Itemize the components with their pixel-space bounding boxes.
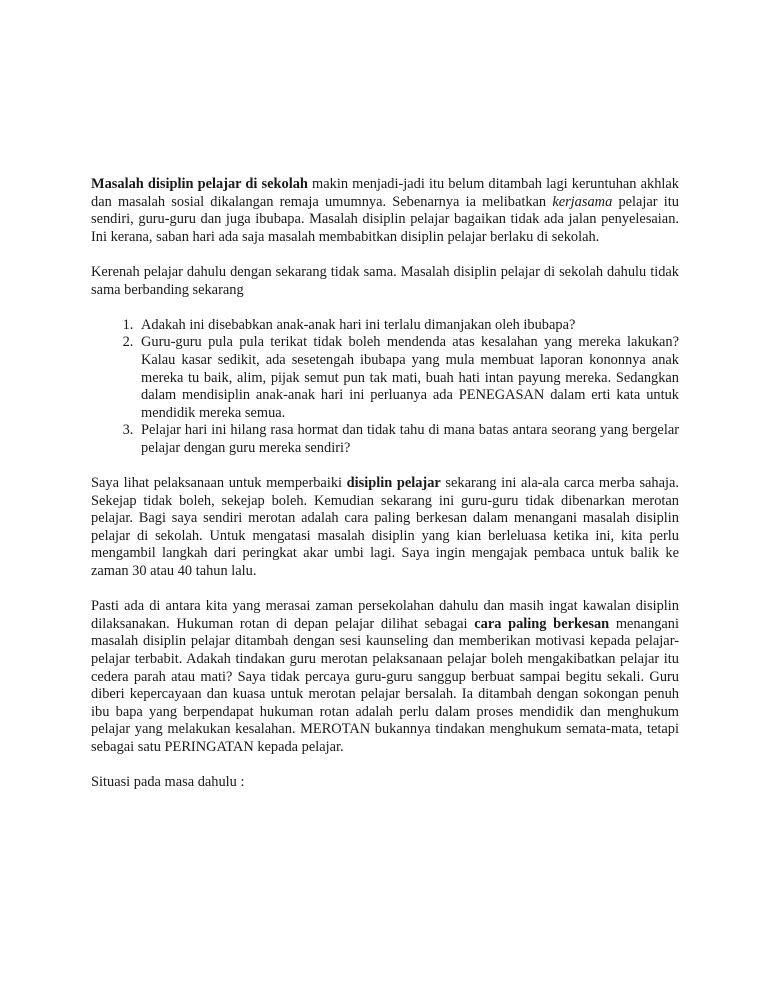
question-list <box>91 317 679 458</box>
bold-phrase-disiplin: disiplin pelajar <box>346 475 441 492</box>
bold-lead-phrase: Masalah disiplin pelajar di sekolah <box>91 176 308 192</box>
document-page <box>91 176 679 809</box>
paragraph-intro <box>91 176 679 246</box>
paragraph-past-text-b: menangani masalah disiplin pelajar ditambah dengan sesi kaunseling dan memberikan motivasi kepada pelajar-pelajar terbabit. Adakah tindakan guru merotan pelaksanaan pelajar boleh mengakibatkan pelajar itu cedera parah atau mati? Saya tidak percaya guru-guru sanggup berbuat sampai begitu sekali. Guru diberi kepercayaan dan kuasa untuk merotan pelajar bersalah. Ia ditambah dengan sokongan penuh ibu bapa yang berpendapat hukuman rotan adalah perlu dalam proses mendidik dan menghukum pelajar yang melakukan kesalahan. MEROTAN bukannya tindakan menghukum semata-mata, tetapi sebagai satu PERINGATAN kepada pelajar. <box>91 615 679 755</box>
italic-word: kerjasama <box>552 193 613 210</box>
list-item: 3. Pelajar hari ini hilang rasa hormat dan tidak tahu di mana batas antara seorang yang bergelar pelajar dengan guru mereka sendiri? <box>137 422 679 457</box>
paragraph-situation-text: Situasi pada masa dahulu : <box>91 774 245 791</box>
paragraph-past <box>91 598 679 756</box>
paragraph-intro-text-a: makin menjadi-jadi itu belum ditambah lagi keruntuhan akhlak dan masalah sosial dikalangan remaja umumnya. Sebenarnya ia melibatkan <box>91 176 679 210</box>
list-item: 2. Guru-guru pula pula terikat tidak boleh mendenda atas kesalahan yang mereka lakukan? Kalau kasar sedikit, ada sesetengah ibubapa yang mula membuat laporan kononnya anak mereka tu baik, alim, pijak semut pun tak mati, buah hati intan payung mereka. Sedangkan dalam mendisiplin anak-anak hari ini perluanya ada PENEGASAN dalam erti kata untuk mendidik mereka semua. <box>137 334 679 422</box>
list-item: 1. Adakah ini disebabkan anak-anak hari ini terlalu dimanjakan oleh ibubapa? <box>137 317 679 335</box>
paragraph-intro-text-b: pelajar itu sendiri, guru-guru dan juga ibubapa. Masalah disiplin pelajar bagaikan tidak ada jalan penyelesaian. Ini kerana, saban hari ada saja masalah membabitkan disiplin pelajar berlaku di sekolah. <box>91 193 679 245</box>
paragraph-past-text-a: Pasti ada di antara kita yang merasai zaman persekolahan dahulu dan masih ingat kawalan disiplin dilaksanakan. Hukuman rotan di depan pelajar dilihat sebagai <box>91 598 679 632</box>
paragraph-comparison <box>91 264 679 299</box>
paragraph-implementation-text-b: sekarang ini ala-ala carca merba sahaja. Sekejap tidak boleh, sekejap boleh. Kemudian sekarang ini guru-guru tidak dibenarkan merotan pelajar. Bagi saya sendiri merotan adalah cara paling berkesan dalam menangani masalah disiplin pelajar di sekolah. Untuk mengatasi masalah disiplin yang kian berleluasa ketika ini, kita perlu mengambil langkah dari peringkat akar umbi lagi. Saya ingin mengajak pembaca untuk balik ke zaman 30 atau 40 tahun lalu. <box>91 475 679 580</box>
paragraph-comparison-text: Kerenah pelajar dahulu dengan sekarang tidak sama. Masalah disiplin pelajar di sekolah dahulu tidak sama berbanding sekarang <box>91 263 679 298</box>
paragraph-situation <box>91 774 679 792</box>
paragraph-implementation-text-a: Saya lihat pelaksanaan untuk memperbaiki <box>91 475 347 492</box>
paragraph-implementation <box>91 475 679 581</box>
bold-phrase-cara: cara paling berkesan <box>474 615 610 632</box>
